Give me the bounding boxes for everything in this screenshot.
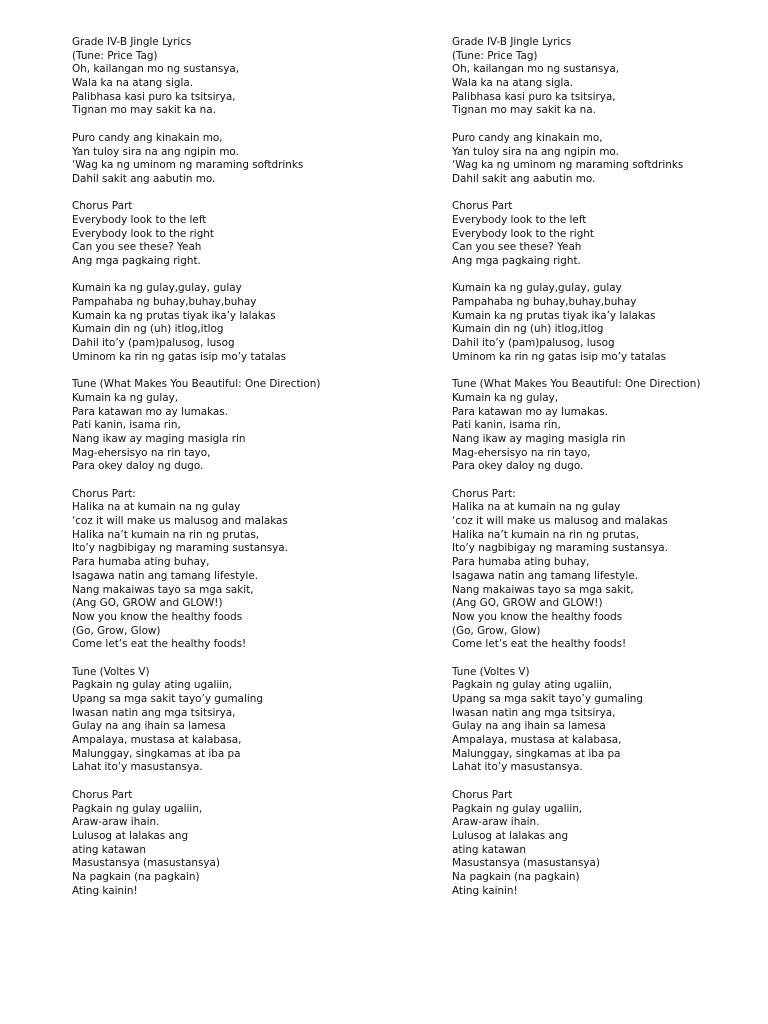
- lyrics-line: Lulusog at lalakas ang: [452, 829, 569, 842]
- lyrics-line: Yan tuloy sira na ang ngipin mo.: [452, 145, 619, 158]
- lyrics-line: Para humaba ating buhay,: [72, 556, 210, 569]
- lyrics-line: Gulay na ang ihain sa lamesa: [452, 720, 606, 733]
- lyrics-line: ‘coz it will make us malusog and malakas: [72, 515, 288, 528]
- lyrics-line: Palibhasa kasi puro ka tsitsirya,: [72, 90, 236, 103]
- lyrics-line: Chorus Part:: [452, 487, 516, 500]
- lyrics-line: Ang mga pagkaing right.: [452, 255, 581, 267]
- lyrics-line: Upang sa mga sakit tayo’y gumaling: [72, 693, 263, 705]
- lyrics-line: ‘Wag ka ng uminom ng maraming softdrinks: [72, 159, 304, 172]
- lyrics-line: Upang sa mga sakit tayo’y gumaling: [452, 693, 643, 705]
- lyrics-line: Puro candy ang kinakain mo,: [452, 131, 603, 144]
- lyrics-line: Chorus Part: [452, 200, 513, 213]
- lyrics-line: (Tune: Price Tag): [72, 49, 158, 62]
- lyrics-line: Pagkain ng gulay ating ugaliin,: [72, 679, 233, 692]
- lyrics-line: Grade IV-B Jingle Lyrics: [72, 36, 192, 48]
- lyrics-line: (Ang GO, GROW and GLOW!): [452, 597, 603, 610]
- lyrics-line: Araw-araw ihain.: [72, 816, 160, 829]
- lyrics-line: Pampahaba ng buhay,buhay,buhay: [452, 296, 637, 309]
- lyrics-line: Para okey daloy ng dugo.: [72, 460, 204, 473]
- lyrics-line: Wala ka na atang sigla.: [452, 77, 574, 90]
- lyrics-line: Ang mga pagkaing right.: [72, 255, 201, 267]
- lyrics-line: (Tune: Price Tag): [452, 49, 538, 62]
- lyrics-line: Now you know the healthy foods: [72, 610, 243, 623]
- lyrics-line: Para humaba ating buhay,: [452, 556, 590, 569]
- lyrics-line: Nang makaiwas tayo sa mga sakit,: [452, 583, 634, 596]
- lyrics-stanza: [72, 132, 392, 187]
- lyrics-line: Isagawa natin ang tamang lifestyle.: [452, 569, 639, 582]
- lyrics-line: Araw-araw ihain.: [452, 816, 540, 829]
- lyrics-line: Yan tuloy sira na ang ngipin mo.: [72, 145, 239, 158]
- lyrics-stanza: [452, 132, 768, 187]
- lyrics-line: Kumain ka ng gulay,gulay, gulay: [72, 282, 242, 295]
- lyrics-line: Grade IV-B Jingle Lyrics: [452, 36, 572, 48]
- lyrics-line: Oh, kailangan mo ng sustansya,: [72, 63, 240, 76]
- lyrics-stanza: [452, 36, 768, 118]
- lyrics-line: Halika na’t kumain na rin ng prutas,: [452, 528, 640, 541]
- lyrics-line: Ampalaya, mustasa at kalabasa,: [72, 734, 242, 747]
- lyrics-line: Ampalaya, mustasa at kalabasa,: [452, 734, 622, 747]
- lyrics-line: Now you know the healthy foods: [452, 610, 623, 623]
- lyrics-line: Nang makaiwas tayo sa mga sakit,: [72, 583, 254, 596]
- lyrics-line: Uminom ka rin ng gatas isip mo’y tatalas: [72, 350, 287, 363]
- lyrics-line: Pampahaba ng buhay,buhay,buhay: [72, 296, 257, 309]
- lyrics-stanza: [72, 488, 392, 652]
- lyrics-line: Na pagkain (na pagkain): [452, 870, 580, 883]
- lyrics-line: Can you see these? Yeah: [72, 241, 202, 254]
- lyrics-line: Kumain din ng (uh) itlog,itlog: [72, 323, 224, 336]
- lyrics-line: (Go, Grow, Glow): [72, 624, 161, 637]
- lyrics-line: Oh, kailangan mo ng sustansya,: [452, 63, 620, 76]
- lyrics-line: Ating kainin!: [452, 884, 518, 897]
- lyrics-line: Kumain din ng (uh) itlog,itlog: [452, 323, 604, 336]
- lyrics-line: Everybody look to the right: [452, 227, 594, 240]
- lyrics-stanza: [452, 488, 768, 652]
- lyrics-line: ating katawan: [72, 843, 146, 856]
- lyrics-stanza: [72, 666, 392, 776]
- lyrics-line: (Go, Grow, Glow): [452, 624, 541, 637]
- lyrics-line: Kumain ka ng prutas tiyak ika’y lalakas: [72, 309, 276, 322]
- lyrics-line: Everybody look to the left: [452, 213, 587, 226]
- lyrics-line: (Ang GO, GROW and GLOW!): [72, 597, 223, 610]
- lyrics-line: Masustansya (masustansya): [72, 857, 220, 870]
- lyrics-line: Everybody look to the left: [72, 213, 207, 226]
- lyrics-line: Mag-ehersisyo na rin tayo,: [72, 446, 211, 459]
- lyrics-line: Ating kainin!: [72, 884, 138, 897]
- lyrics-line: Malunggay, singkamas at iba pa: [452, 747, 621, 760]
- lyrics-line: Pati kanin, isama rin,: [72, 419, 181, 432]
- lyrics-line: Kumain ka ng gulay,: [72, 391, 179, 404]
- lyrics-line: Tignan mo may sakit ka na.: [452, 104, 596, 117]
- lyrics-line: Halika na at kumain na ng gulay: [72, 501, 241, 514]
- lyrics-line: Tune (What Makes You Beautiful: One Direction): [452, 378, 701, 391]
- lyrics-stanza: [452, 282, 768, 364]
- lyrics-line: ating katawan: [452, 843, 526, 856]
- lyrics-line: Dahil ito’y (pam)palusog, lusog: [452, 337, 615, 350]
- lyrics-line: Tune (Voltes V): [72, 665, 150, 678]
- lyrics-column-left: [72, 36, 392, 912]
- lyrics-stanza: [72, 378, 392, 474]
- lyrics-line: Kumain ka ng gulay,: [452, 391, 559, 404]
- lyrics-line: Para katawan mo ay lumakas.: [72, 405, 228, 418]
- lyrics-stanza: [72, 282, 392, 364]
- lyrics-line: ‘Wag ka ng uminom ng maraming softdrinks: [452, 159, 684, 172]
- lyrics-line: Dahil sakit ang aabutin mo.: [452, 172, 596, 185]
- lyrics-line: Dahil ito’y (pam)palusog, lusog: [72, 337, 235, 350]
- lyrics-line: Iwasan natin ang mga tsitsirya,: [452, 706, 616, 719]
- lyrics-line: Nang ikaw ay maging masigla rin: [72, 432, 246, 445]
- lyrics-line: Pati kanin, isama rin,: [452, 419, 561, 432]
- lyrics-stanza: [72, 789, 392, 899]
- lyrics-line: Para katawan mo ay lumakas.: [452, 405, 608, 418]
- lyrics-line: Wala ka na atang sigla.: [72, 77, 194, 90]
- lyrics-line: Tune (What Makes You Beautiful: One Direction): [72, 378, 321, 391]
- lyrics-line: Dahil sakit ang aabutin mo.: [72, 172, 216, 185]
- lyrics-stanza: [452, 789, 768, 899]
- lyrics-line: Lulusog at lalakas ang: [72, 829, 189, 842]
- lyrics-line: Para okey daloy ng dugo.: [452, 460, 584, 473]
- lyrics-line: Iwasan natin ang mga tsitsirya,: [72, 706, 236, 719]
- lyrics-line: Everybody look to the right: [72, 227, 214, 240]
- lyrics-line: Can you see these? Yeah: [452, 241, 582, 254]
- lyrics-line: Lahat ito’y masustansya.: [452, 761, 583, 774]
- lyrics-line: Ito’y nagbibigay ng maraming sustansya.: [72, 542, 288, 555]
- lyrics-line: Mag-ehersisyo na rin tayo,: [452, 446, 591, 459]
- lyrics-line: Pagkain ng gulay ugaliin,: [72, 802, 203, 815]
- lyrics-line: Pagkain ng gulay ugaliin,: [452, 802, 583, 815]
- lyrics-line: Come let’s eat the healthy foods!: [72, 638, 247, 651]
- lyrics-line: Masustansya (masustansya): [452, 857, 600, 870]
- lyrics-stanza: [452, 666, 768, 776]
- lyrics-line: Come let’s eat the healthy foods!: [452, 638, 627, 651]
- lyrics-line: Uminom ka rin ng gatas isip mo’y tatalas: [452, 350, 667, 363]
- lyrics-line: Chorus Part:: [72, 487, 136, 500]
- lyrics-stanza: [72, 200, 392, 268]
- lyrics-line: Ito’y nagbibigay ng maraming sustansya.: [452, 542, 668, 555]
- lyrics-line: Tignan mo may sakit ka na.: [72, 104, 216, 117]
- lyrics-line: Kumain ka ng gulay,gulay, gulay: [452, 282, 622, 295]
- lyrics-line: Halika na at kumain na ng gulay: [452, 501, 621, 514]
- lyrics-line: Halika na’t kumain na rin ng prutas,: [72, 528, 260, 541]
- lyrics-line: Palibhasa kasi puro ka tsitsirya,: [452, 90, 616, 103]
- lyrics-line: Chorus Part: [72, 788, 133, 801]
- lyrics-stanza: [452, 200, 768, 268]
- lyrics-stanza: [72, 36, 392, 118]
- lyrics-line: Malunggay, singkamas at iba pa: [72, 747, 241, 760]
- lyrics-line: Pagkain ng gulay ating ugaliin,: [452, 679, 613, 692]
- lyrics-stanza: [452, 378, 768, 474]
- lyrics-line: Isagawa natin ang tamang lifestyle.: [72, 569, 259, 582]
- lyrics-line: ‘coz it will make us malusog and malakas: [452, 515, 668, 528]
- lyrics-line: Puro candy ang kinakain mo,: [72, 131, 223, 144]
- lyrics-line: Lahat ito’y masustansya.: [72, 761, 203, 774]
- lyrics-line: Kumain ka ng prutas tiyak ika’y lalakas: [452, 309, 656, 322]
- lyrics-line: Tune (Voltes V): [452, 665, 530, 678]
- lyrics-line: Gulay na ang ihain sa lamesa: [72, 720, 226, 733]
- lyrics-line: Na pagkain (na pagkain): [72, 870, 200, 883]
- lyrics-line: Chorus Part: [72, 200, 133, 213]
- lyrics-line: Nang ikaw ay maging masigla rin: [452, 432, 626, 445]
- lyrics-column-right: [452, 36, 768, 912]
- lyrics-line: Chorus Part: [452, 788, 513, 801]
